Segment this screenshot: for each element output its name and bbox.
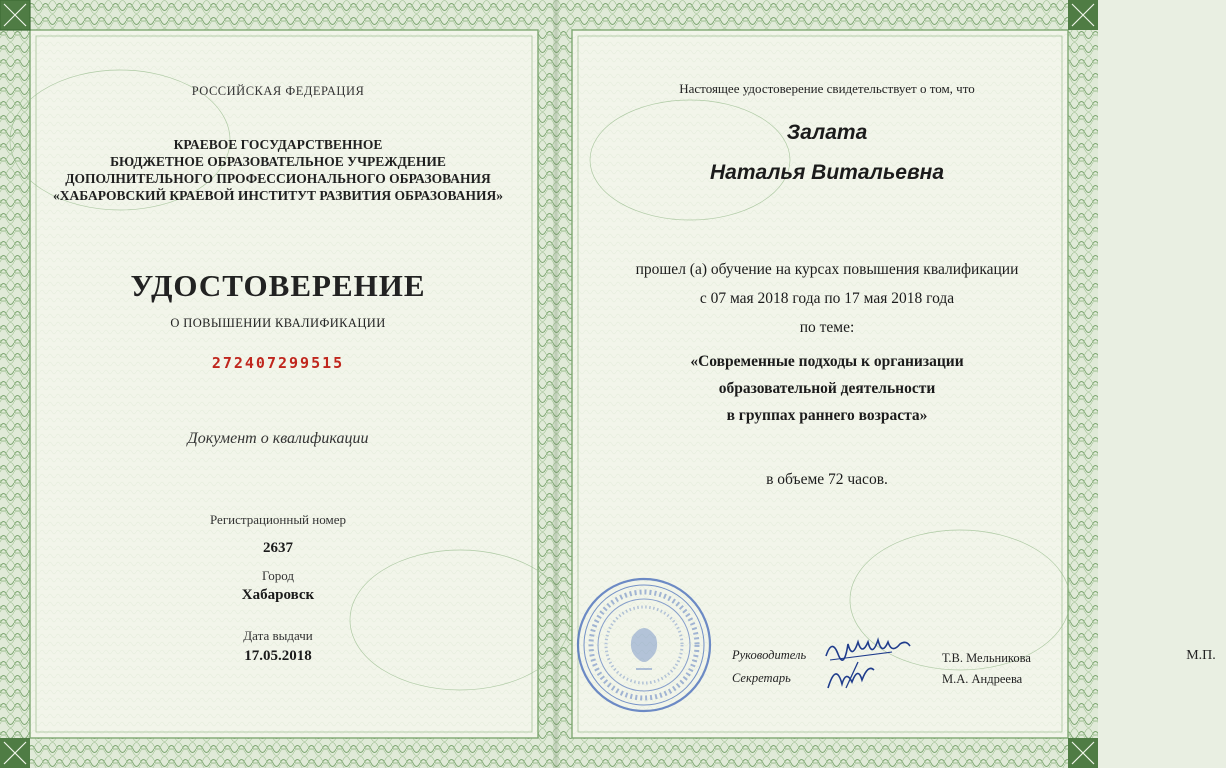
holder-given-names: Наталья Витальевна: [709, 161, 945, 184]
course-dates: с 07 мая 2018 года по 17 мая 2018 года: [699, 290, 955, 307]
right-page: [556, 0, 1216, 768]
topic-line: «Современные подходы к организации: [690, 353, 964, 370]
left-page: [0, 0, 556, 768]
signature-name: Т.В. Мельникова: [942, 651, 1031, 665]
holder-surname: Залата: [786, 121, 868, 144]
registration-label: Регистрационный номер: [210, 512, 346, 527]
serial-number: 272407299515: [211, 354, 345, 372]
signature-role: Руководитель: [732, 648, 807, 662]
issue-date-label: Дата выдачи: [243, 628, 313, 643]
registration-number: 2637: [263, 540, 293, 556]
topic-line: в группах раннего возраста»: [726, 407, 928, 424]
course-description: прошел (а) обучение на курсах повышения квалификации: [635, 261, 1019, 278]
institution-name: [0, 136, 556, 204]
institution-line: КРАЕВОЕ ГОСУДАРСТВЕННОЕ: [173, 137, 383, 152]
city-value: Хабаровск: [241, 587, 315, 603]
issue-date: 17.05.2018: [244, 648, 312, 664]
secretary-signature: [824, 658, 884, 692]
document-title: УДОСТОВЕРЕНИЕ: [130, 268, 426, 303]
institution-line: ДОПОЛНИТЕЛЬНОГО ПРОФЕССИОНАЛЬНОГО ОБРАЗОВАНИЯ: [65, 171, 491, 186]
seal-label: М.П.: [1186, 648, 1216, 663]
signature-role: Секретарь: [732, 671, 791, 685]
document-type: Документ о квалификации: [187, 430, 369, 447]
signatures: [556, 0, 1098, 768]
topic-line: образовательной деятельности: [718, 380, 936, 397]
institution-line: «ХАБАРОВСКИЙ КРАЕВОЙ ИНСТИТУТ РАЗВИТИЯ ОБРАЗОВАНИЯ»: [53, 188, 503, 203]
topic-label: по теме:: [799, 319, 855, 336]
signature-name: М.А. Андреева: [942, 672, 1023, 686]
city-label: Город: [261, 568, 295, 583]
document-subtitle: О ПОВЫШЕНИИ КВАЛИФИКАЦИИ: [170, 316, 386, 330]
course-hours: в объеме 72 часов.: [766, 471, 888, 488]
intro-text: Настоящее удостоверение свидетельствует о том, что: [679, 81, 975, 96]
institution-line: БЮДЖЕТНОЕ ОБРАЗОВАТЕЛЬНОЕ УЧРЕЖДЕНИЕ: [110, 154, 446, 169]
country-name: РОССИЙСКАЯ ФЕДЕРАЦИЯ: [191, 84, 365, 98]
